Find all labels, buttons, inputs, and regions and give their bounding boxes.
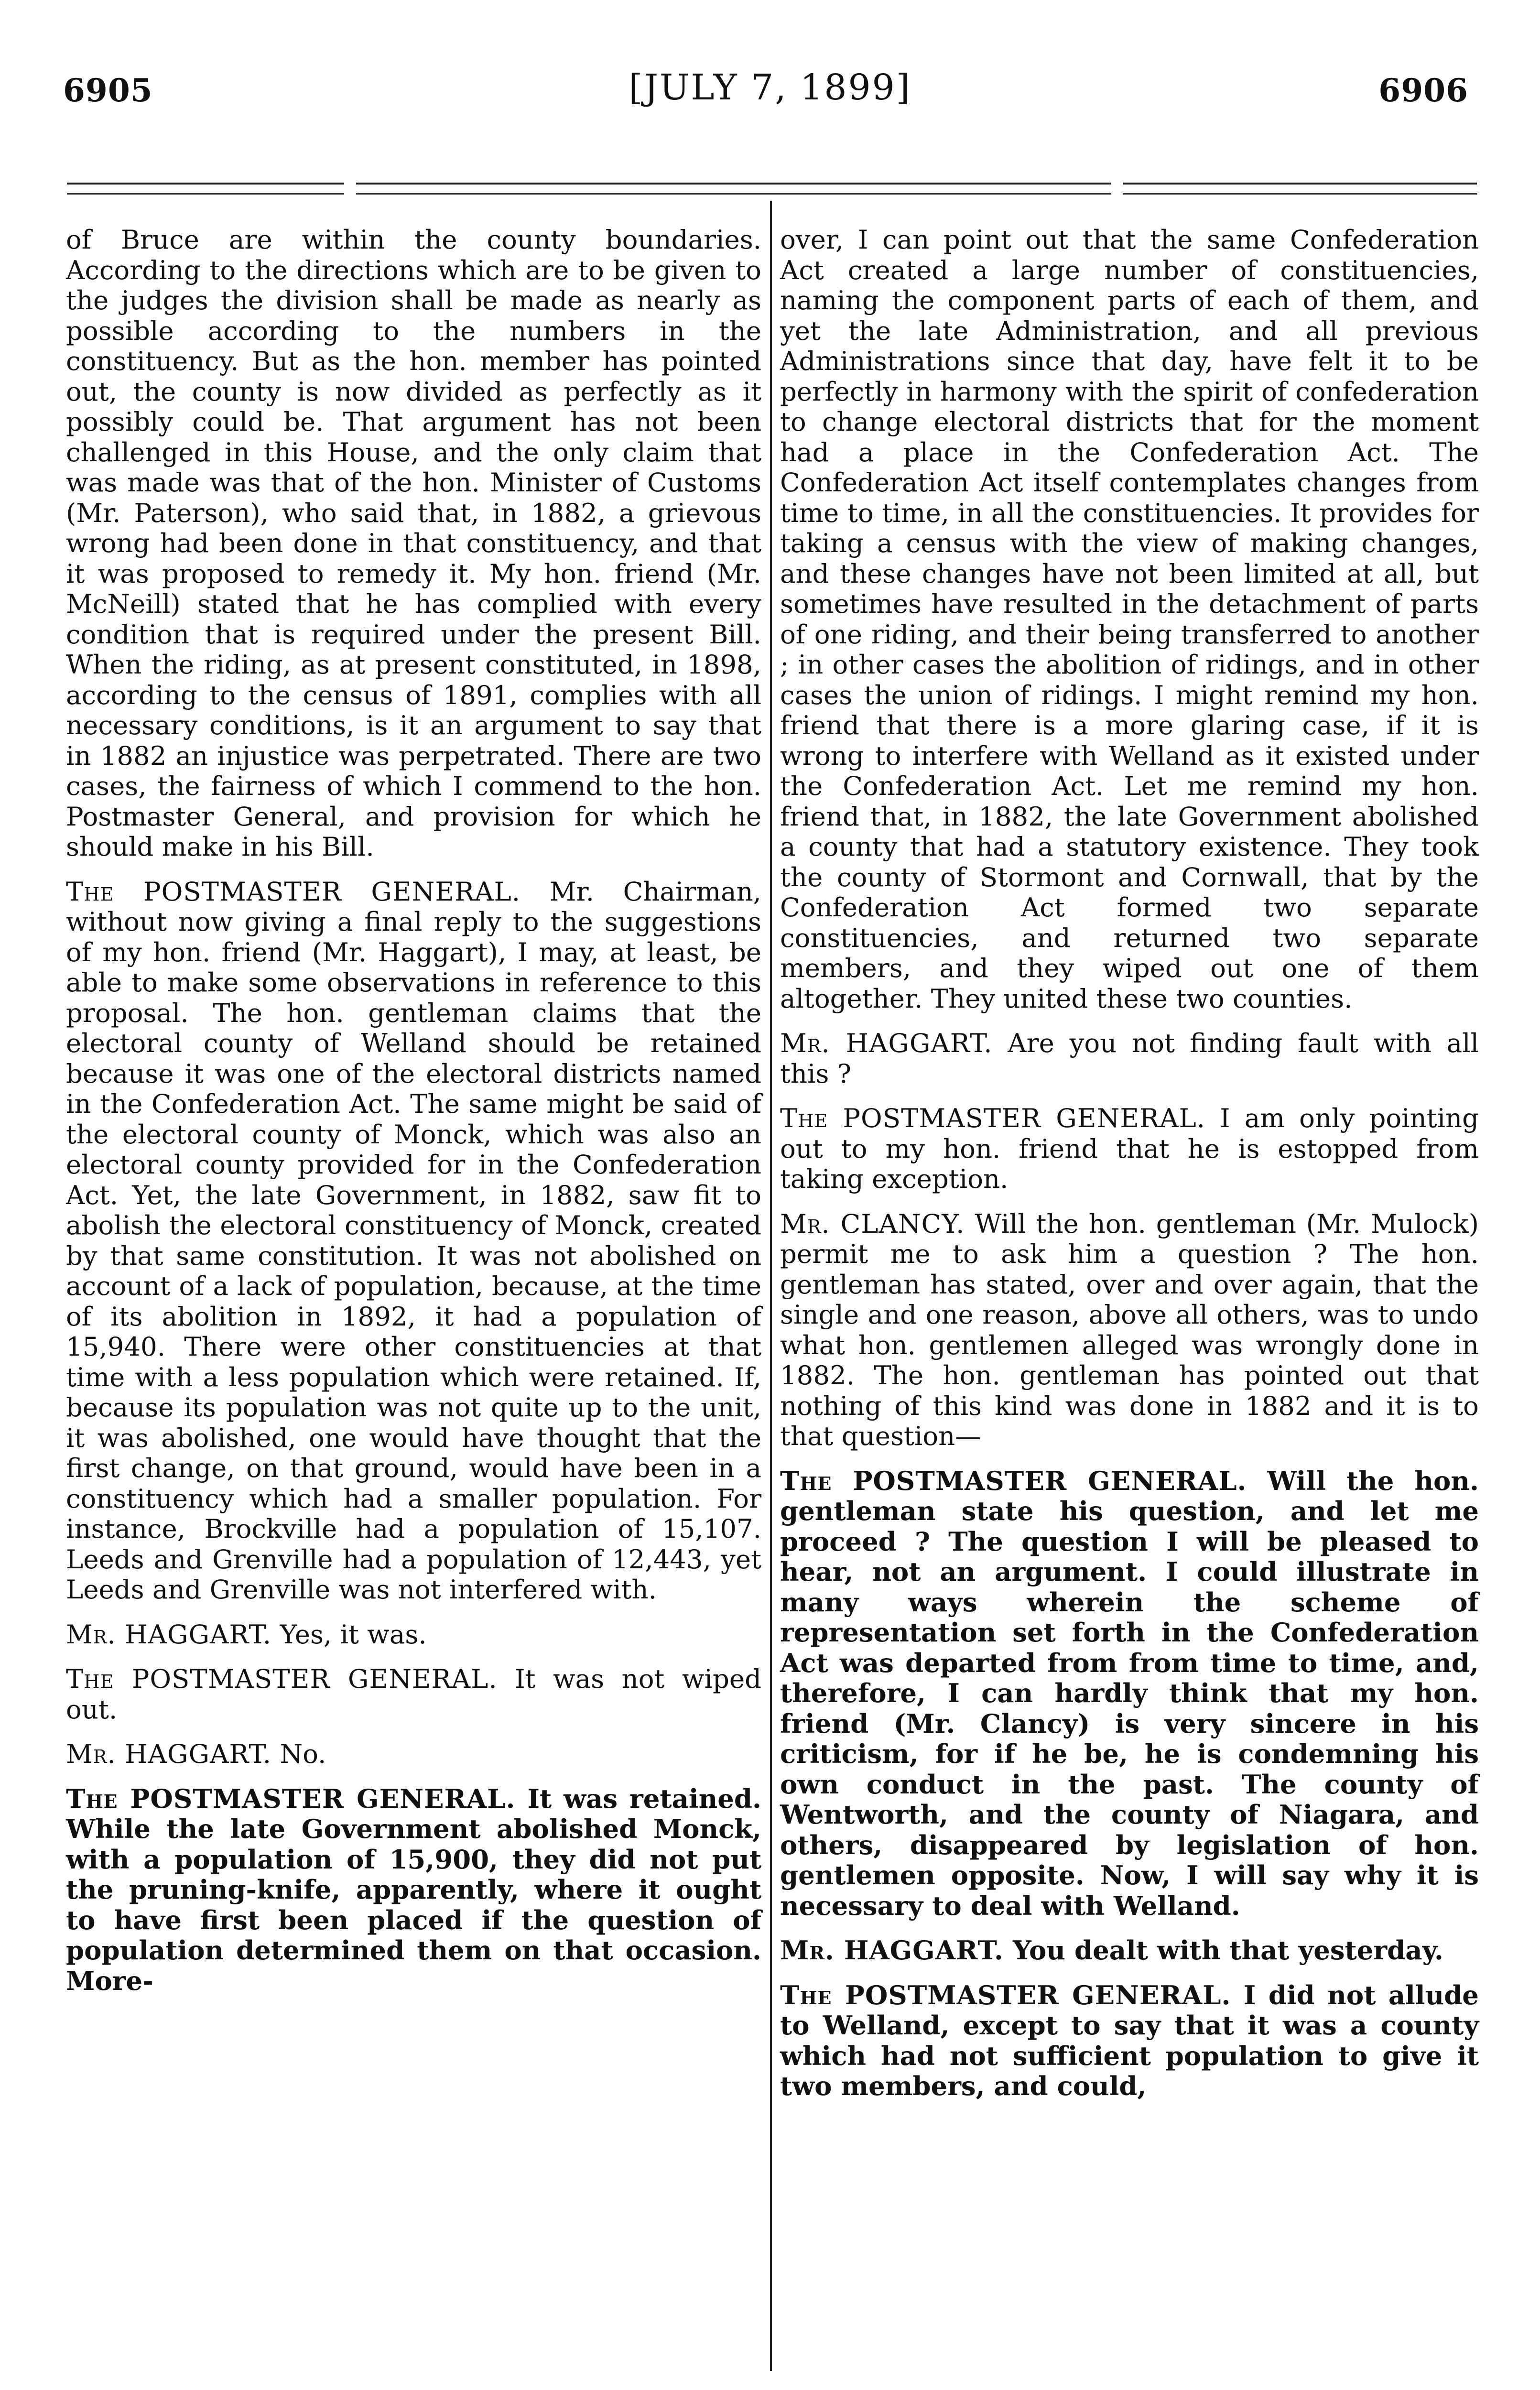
speech-text: You dealt with that yesterday. (1012, 1935, 1443, 1966)
speech-text: It was not wiped out. (66, 1663, 761, 1725)
paragraph (66, 225, 761, 862)
paragraph (780, 225, 1479, 1014)
speech-text: Will the hon. gentleman (Mr. Mulock) permit me to ask him a question ? The hon. gentleman has stated, over and over again, that the single and one reason, above all others, was to undo what hon. gentlemen alleged was wrongly done in 1882. The hon. gentleman has pointed out that nothing of this kind was done in 1882 and it is to that question— (780, 1208, 1479, 1451)
left-column (66, 225, 761, 2010)
paragraph-text: over, I can point out that the same Confederation Act created a large number of constituencies, naming the component parts of each of them, and yet the late Administration, and all previous Administrations since that day, have felt it to be perfectly in harmony with the spirit of confederation to change electoral districts that for the moment had a place in the Confederation Act. The Confederation Act itself contemplates changes from time to time, in all the constituencies. It provides for taking a census with the view of making changes, and these changes have not been limited at all, but sometimes have resulted in the detachment of parts of one riding, and their being transferred to another ; in other cases the abolition of ridings, and in other cases the union of ridings. I might remind my hon. friend that there is a more glaring case, if it is wrong to interfere with Welland as it existed under the Confederation Act. Let me remind my hon. friend that, in 1882, the late Government abolished a county that had a statutory existence. They took the county of Stormont and Cornwall, that by the Confederation Act formed two separate constituencies, and returned two separate members, and they wiped out one of them altogether. They united these two counties. (780, 224, 1479, 1014)
header-rule-left (67, 183, 344, 185)
speaker-name: The POSTMASTER GENERAL. (66, 876, 521, 907)
speaker-name: Mr. HAGGART. (780, 1935, 1004, 1966)
speaker-name: The POSTMASTER GENERAL. (780, 1465, 1247, 1496)
speech-paragraph (66, 1784, 761, 1997)
speech-text: Are you not finding fault with all this ? (780, 1028, 1479, 1089)
speech-text: I did not allude to Welland, except to say that it was a county which had not sufficient population to give it two members, and could, (780, 1979, 1479, 2101)
header-rule-left-2 (67, 193, 344, 195)
speaker-name: The POSTMASTER GENERAL. (780, 1103, 1205, 1133)
speech-paragraph (780, 1028, 1479, 1089)
speech-paragraph (66, 1664, 761, 1725)
column-divider (770, 201, 772, 2371)
speech-text: It was retained. While the late Government abolished Monck, with a population of 15,900, they did not put the pruning-knife, apparently, where it ought to have first been placed if the question of population determined them on that occasion. More- (66, 1783, 761, 1996)
speech-text: Mr. Chairman, without now giving a final reply to the suggestions of my hon. friend (Mr. Haggart), I may, at least, be able to make some observations in reference to this proposal. The hon. gentleman claims that the electoral county of Welland should be retained because it was one of the electoral districts named in the Confederation Act. The same might be said of the electoral county of Monck, which was also an electoral county provided for in the Confederation Act. Yet, the late Government, in 1882, saw fit to abolish the electoral constituency of Monck, created by that same constitution. It was not abolished on account of a lack of population, because, at the time of its abolition in 1892, it had a population of 15,940. There were other constituencies at that time with a less population which were retained. If, because its population was not quite up to the unit, it was abolished, one would have thought that the first change, on that ground, would have been in a constituency which had a smaller population. For instance, Brockville had a population of 15,107. Leeds and Grenville had a population of 12,443, yet Leeds and Grenville was not interfered with. (66, 876, 761, 1605)
speaker-name: Mr. HAGGART. (780, 1028, 993, 1058)
speaker-name: Mr. CLANCY. (780, 1208, 965, 1239)
header-rule-right-2 (1123, 193, 1477, 195)
speaker-name: The POSTMASTER GENERAL. (66, 1783, 516, 1814)
speech-paragraph (66, 877, 761, 1605)
speech-paragraph (780, 1103, 1479, 1195)
speech-paragraph (66, 1619, 761, 1650)
speech-paragraph (780, 1980, 1479, 2102)
speech-paragraph (780, 1466, 1479, 1922)
speaker-name: The POSTMASTER GENERAL. (66, 1663, 498, 1694)
speech-text: Yes, it was. (280, 1619, 427, 1650)
speech-paragraph (66, 1739, 761, 1770)
header-rule-center-2 (356, 193, 1111, 195)
speaker-name: Mr. HAGGART. (66, 1738, 272, 1769)
header-rule-right (1123, 183, 1477, 185)
right-page-number: 6906 (1378, 72, 1468, 109)
speech-text: I am only pointing out to my hon. friend that he is estopped from taking exception. (780, 1103, 1479, 1194)
paragraph-text: of Bruce are within the county boundaries. According to the directions which are to be given to the judges the division shall be made as nearly as possible according to the numbers in the constituency. But as the hon. member has pointed out, the county is now divided as perfectly as it possibly could be. That argument has not been challenged in this House, and the only claim that was made was that of the hon. Minister of Customs (Mr. Paterson), who said that, in 1882, a grievous wrong had been done in that constituency, and that it was proposed to remedy it. My hon. friend (Mr. McNeill) stated that he has complied with every condition that is required under the present Bill. When the riding, as at present constituted, in 1898, according to the census of 1891, complies with all necessary conditions, is it an argument to say that in 1882 an injustice was perpetrated. There are two cases, the fairness of which I commend to the hon. Postmaster General, and provision for which he should make in his Bill. (66, 224, 761, 862)
right-column (780, 225, 1479, 2116)
speech-text: No. (280, 1738, 326, 1769)
header-rule-center (356, 183, 1111, 185)
speech-text: Will the hon. gentleman state his question, and let me proceed ? The question I will be pleased to hear, not an argument. I could illustrate in many ways wherein the scheme of representation set forth in the Confederation Act was departed from from time to time, and, therefore, I can hardly think that my hon. friend (Mr. Clancy) is very sincere in his criticism, for if he be, he is condemning his own conduct in the past. The county of Wentworth, and the county of Niagara, and others, disappeared by legislation of hon. gentlemen opposite. Now, I will say why it is necessary to deal with Welland. (780, 1465, 1479, 1921)
page-date-header: [JULY 7, 1899] (629, 67, 911, 108)
speaker-name: The POSTMASTER GENERAL. (780, 1979, 1231, 2010)
speech-paragraph (780, 1209, 1479, 1452)
speech-paragraph (780, 1935, 1479, 1966)
speaker-name: Mr. HAGGART. (66, 1619, 272, 1650)
left-page-number: 6905 (63, 72, 153, 109)
